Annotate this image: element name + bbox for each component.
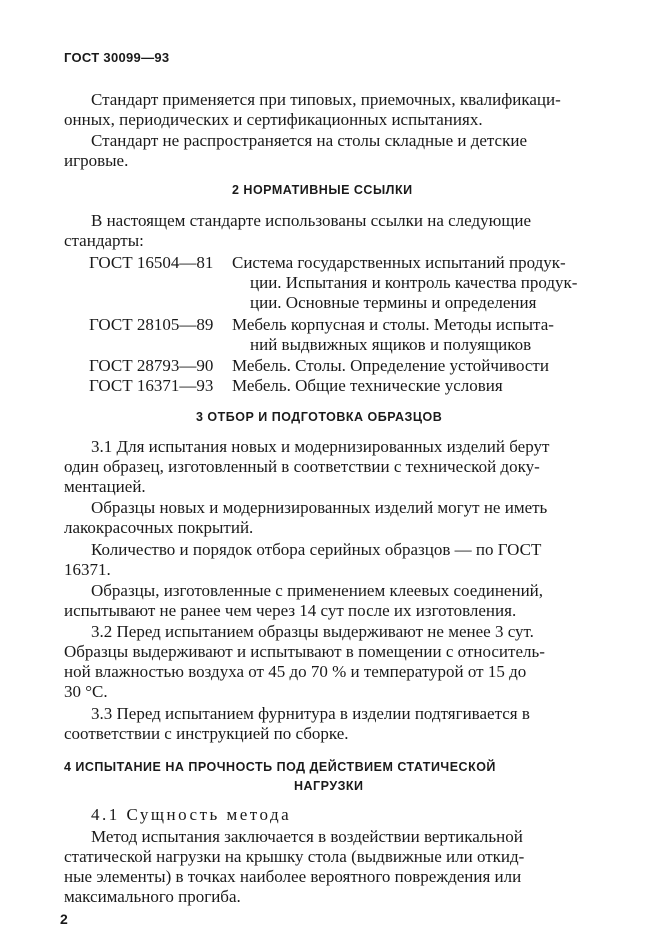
reference-title-line: ции. Испытания и контроль качества продук- <box>250 273 578 292</box>
intro-line: Стандарт не распространяется на столы складные и детские <box>91 131 527 150</box>
section3-line: соответствии с инструкцией по сборке. <box>64 724 349 743</box>
section3-line: 3.1 Для испытания новых и модернизированных изделий берут <box>91 437 550 456</box>
section-heading: 4 ИСПЫТАНИЕ НА ПРОЧНОСТЬ ПОД ДЕЙСТВИЕМ СТАТИЧЕСКОЙ <box>64 760 496 774</box>
reference-code: ГОСТ 28105—89 <box>89 315 214 334</box>
section4-line: максимального прогиба. <box>64 887 241 906</box>
section3-line: Образцы новых и модернизированных изделий могут не иметь <box>91 498 548 517</box>
reference-title-line: ний выдвижных ящиков и полуящиков <box>250 335 532 354</box>
section3-line: 30 °С. <box>64 682 108 701</box>
section-heading: НАГРУЗКИ <box>294 779 364 793</box>
subsection-heading: 4.1 Сущность метода <box>91 805 292 824</box>
section3-line: Количество и порядок отбора серийных образцов — по ГОСТ <box>91 540 542 559</box>
section4-line: статической нагрузки на крышку стола (выдвижные или откид- <box>64 847 525 866</box>
document-id: ГОСТ 30099—93 <box>64 50 170 65</box>
section3-line: 16371. <box>64 560 111 579</box>
section4-line: Метод испытания заключается в воздействии вертикальной <box>91 827 523 846</box>
section3-line: 3.2 Перед испытанием образцы выдерживают не менее 3 сут. <box>91 622 534 641</box>
section2-intro-line: В настоящем стандарте использованы ссылки на следующие <box>91 211 532 230</box>
intro-line: онных, периодических и сертификационных испытаниях. <box>64 110 483 129</box>
section3-line: Образцы, изготовленные с применением клеевых соединений, <box>91 581 544 600</box>
intro-line: Стандарт применяется при типовых, приемочных, квалификаци- <box>91 90 561 109</box>
reference-code: ГОСТ 28793—90 <box>89 356 214 375</box>
section-heading: 2 НОРМАТИВНЫЕ ССЫЛКИ <box>232 183 413 197</box>
reference-title-line: Мебель. Столы. Определение устойчивости <box>232 356 549 375</box>
reference-title-line: Система государственных испытаний продук- <box>232 253 566 272</box>
reference-title-line: Мебель. Общие технические условия <box>232 376 503 395</box>
section3-line: испытывают не ранее чем через 14 сут после их изготовления. <box>64 601 517 620</box>
intro-line: игровые. <box>64 151 129 170</box>
section4-line: ные элементы) в точках наиболее вероятного повреждения или <box>64 867 522 886</box>
section2-intro-line: стандарты: <box>64 231 144 250</box>
section-heading: 3 ОТБОР И ПОДГОТОВКА ОБРАЗЦОВ <box>196 410 443 424</box>
section3-line: ментацией. <box>64 477 146 496</box>
reference-title-line: ции. Основные термины и определения <box>250 293 537 312</box>
section3-line: 3.3 Перед испытанием фурнитура в изделии подтягивается в <box>91 704 530 723</box>
section3-line: Образцы выдерживают и испытывают в помещении с относитель- <box>64 642 545 661</box>
reference-title-line: Мебель корпусная и столы. Методы испыта- <box>232 315 554 334</box>
section3-line: один образец, изготовленный в соответствии с технической доку- <box>64 457 540 476</box>
page-number: 2 <box>60 911 68 927</box>
reference-code: ГОСТ 16371—93 <box>89 376 214 395</box>
section3-line: лакокрасочных покрытий. <box>64 518 254 537</box>
reference-code: ГОСТ 16504—81 <box>89 253 214 272</box>
section3-line: ной влажностью воздуха от 45 до 70 % и температурой от 15 до <box>64 662 527 681</box>
